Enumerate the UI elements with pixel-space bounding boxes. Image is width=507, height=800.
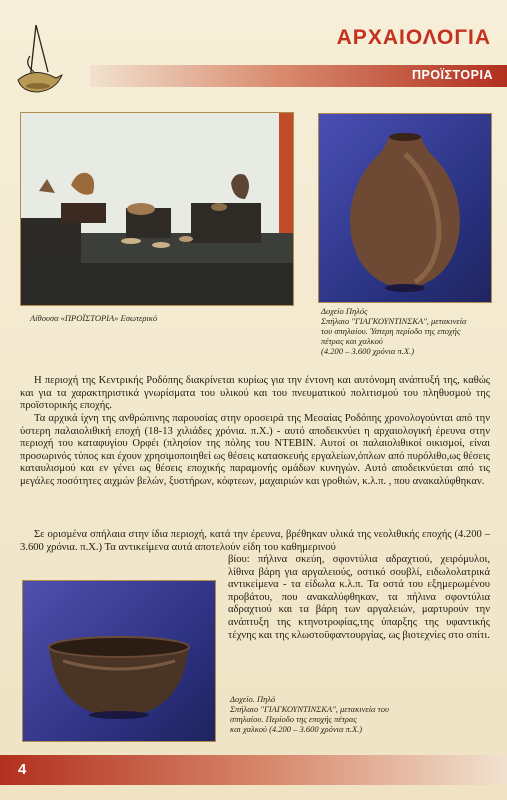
paragraph-neolithic-lead: Σε ορισμένα σπήλαια στην ίδια περιοχή, κατά την έρευνα, βρέθηκαν υλικά της νεολιθικής εποχής (4.200 – 3.600 χρόνια. π.Χ.) Τα αντικείμενα αυτά αποτελούν είδη του καθημερινού bbox=[20, 529, 490, 553]
oil-lamp-logo-icon bbox=[12, 20, 66, 100]
page-title: ΑΡΧΑΙΟΛΟΓΙΑ bbox=[336, 26, 491, 49]
vase-caption: Δοχείο Πηλός Σπήλαιο "ΓΙΑΓΚΟΥΝΤΙΝΣΚΑ", μετακινεία του σπηλαίου. Ύστερη περίοδο της εποχής πέτρας και χαλκού (4.200 – 3.600 χρόνια π.Χ.) bbox=[321, 306, 467, 356]
bowl-caption: Δοχείο. Πηλό Σπήλαιο "ΓΙΑΓΚΟΥΝΤΙΝΣΚΑ", μετακινεία του σπηλαίου. Περίοδο της εποχής πέτρας και χαλκού (4.200 – 3.600 χρόνια π.Χ.) bbox=[230, 694, 389, 734]
section-label: ΠΡΟΪΣΤΟΡΙΑ bbox=[411, 68, 493, 82]
clay-bowl-photo bbox=[22, 580, 216, 742]
hall-caption: Αίθουσα «ΠΡΟΪΣΤΟΡΙΑ» Εσωτερικό bbox=[30, 313, 158, 323]
page-number: 4 bbox=[18, 761, 27, 778]
museum-hall-photo bbox=[20, 112, 294, 306]
paragraph-neolithic-rest: βίου: πήλινα σκεύη, σφοντύλια αδραχτιού, χειρόμυλοι, λίθινα βάρη για αργαλειούς, οστικό σουβλί, ειδωλολατρικά αντικείμενα - τα είδωλα κ.λ.π. Τα οστά του εξημερωμένου προβάτου, που ανακαλύφθηκαν, τα πήλινα σφοντύλια αδραχτιού και τα βάρη των αργαλειών, μαρτυρούν την ανάπτυξη της κτηνοτροφίας,της ύπαρξης της υφαντικής τέχνης και της κλωστοϋφαντουργίας, ως βιοτεχνίες στο σπίτι. bbox=[228, 554, 490, 641]
clay-vase-photo bbox=[318, 113, 492, 303]
section-band bbox=[90, 65, 507, 87]
paragraph-paleolithic: Τα αρχικά ίχνη της ανθρώπινης παρουσίας στην οροσειρά της Μεσαίας Ροδόπης χρονολογούνται από την ύστερη παλαιολιθική εποχή (18-13 χιλιάδες χρόνια. π.Χ.) - αυτό αποδεικνύει η αρχαιολογική έρευνα στην περιοχή του καταφυγίου Ορφέι (πλησίον της πόλης του ΝΤΕΒΙΝ. Αυτοί οι παλαιολιθικοί οικισμοί, είναι προσωρινός τύπος και έχουν χρησιμοποιηθεί ως θέσεις κατασκευής εργαλείων,όπλων από πυρόλιθο,ως θέσεις καταυλισμού και εν γένει ως θέσεις εποχικής παραμονής ομάδων κυνηγών. Αυτό αποδεικνύεται από τις μεγάλες ποσότητες αιχμών βελών, ξυστήρων, κόφτεων, μαχαιριών και γροθιών, κ.λ.π. , που ανακαλύφθηκαν. bbox=[20, 413, 490, 487]
footer-band bbox=[0, 755, 507, 785]
paragraph-intro: Η περιοχή της Κεντρικής Ροδόπης διακρίνεται κυρίως για την έντονη και αυτόνομη ανάπτυξή της, καθώς και για τα χαρακτηριστικά γνωρίσματα του υλικού και του πνευματικού πολιτισμού του πληθυσμού της προϊστορικής εποχής. bbox=[20, 375, 490, 412]
